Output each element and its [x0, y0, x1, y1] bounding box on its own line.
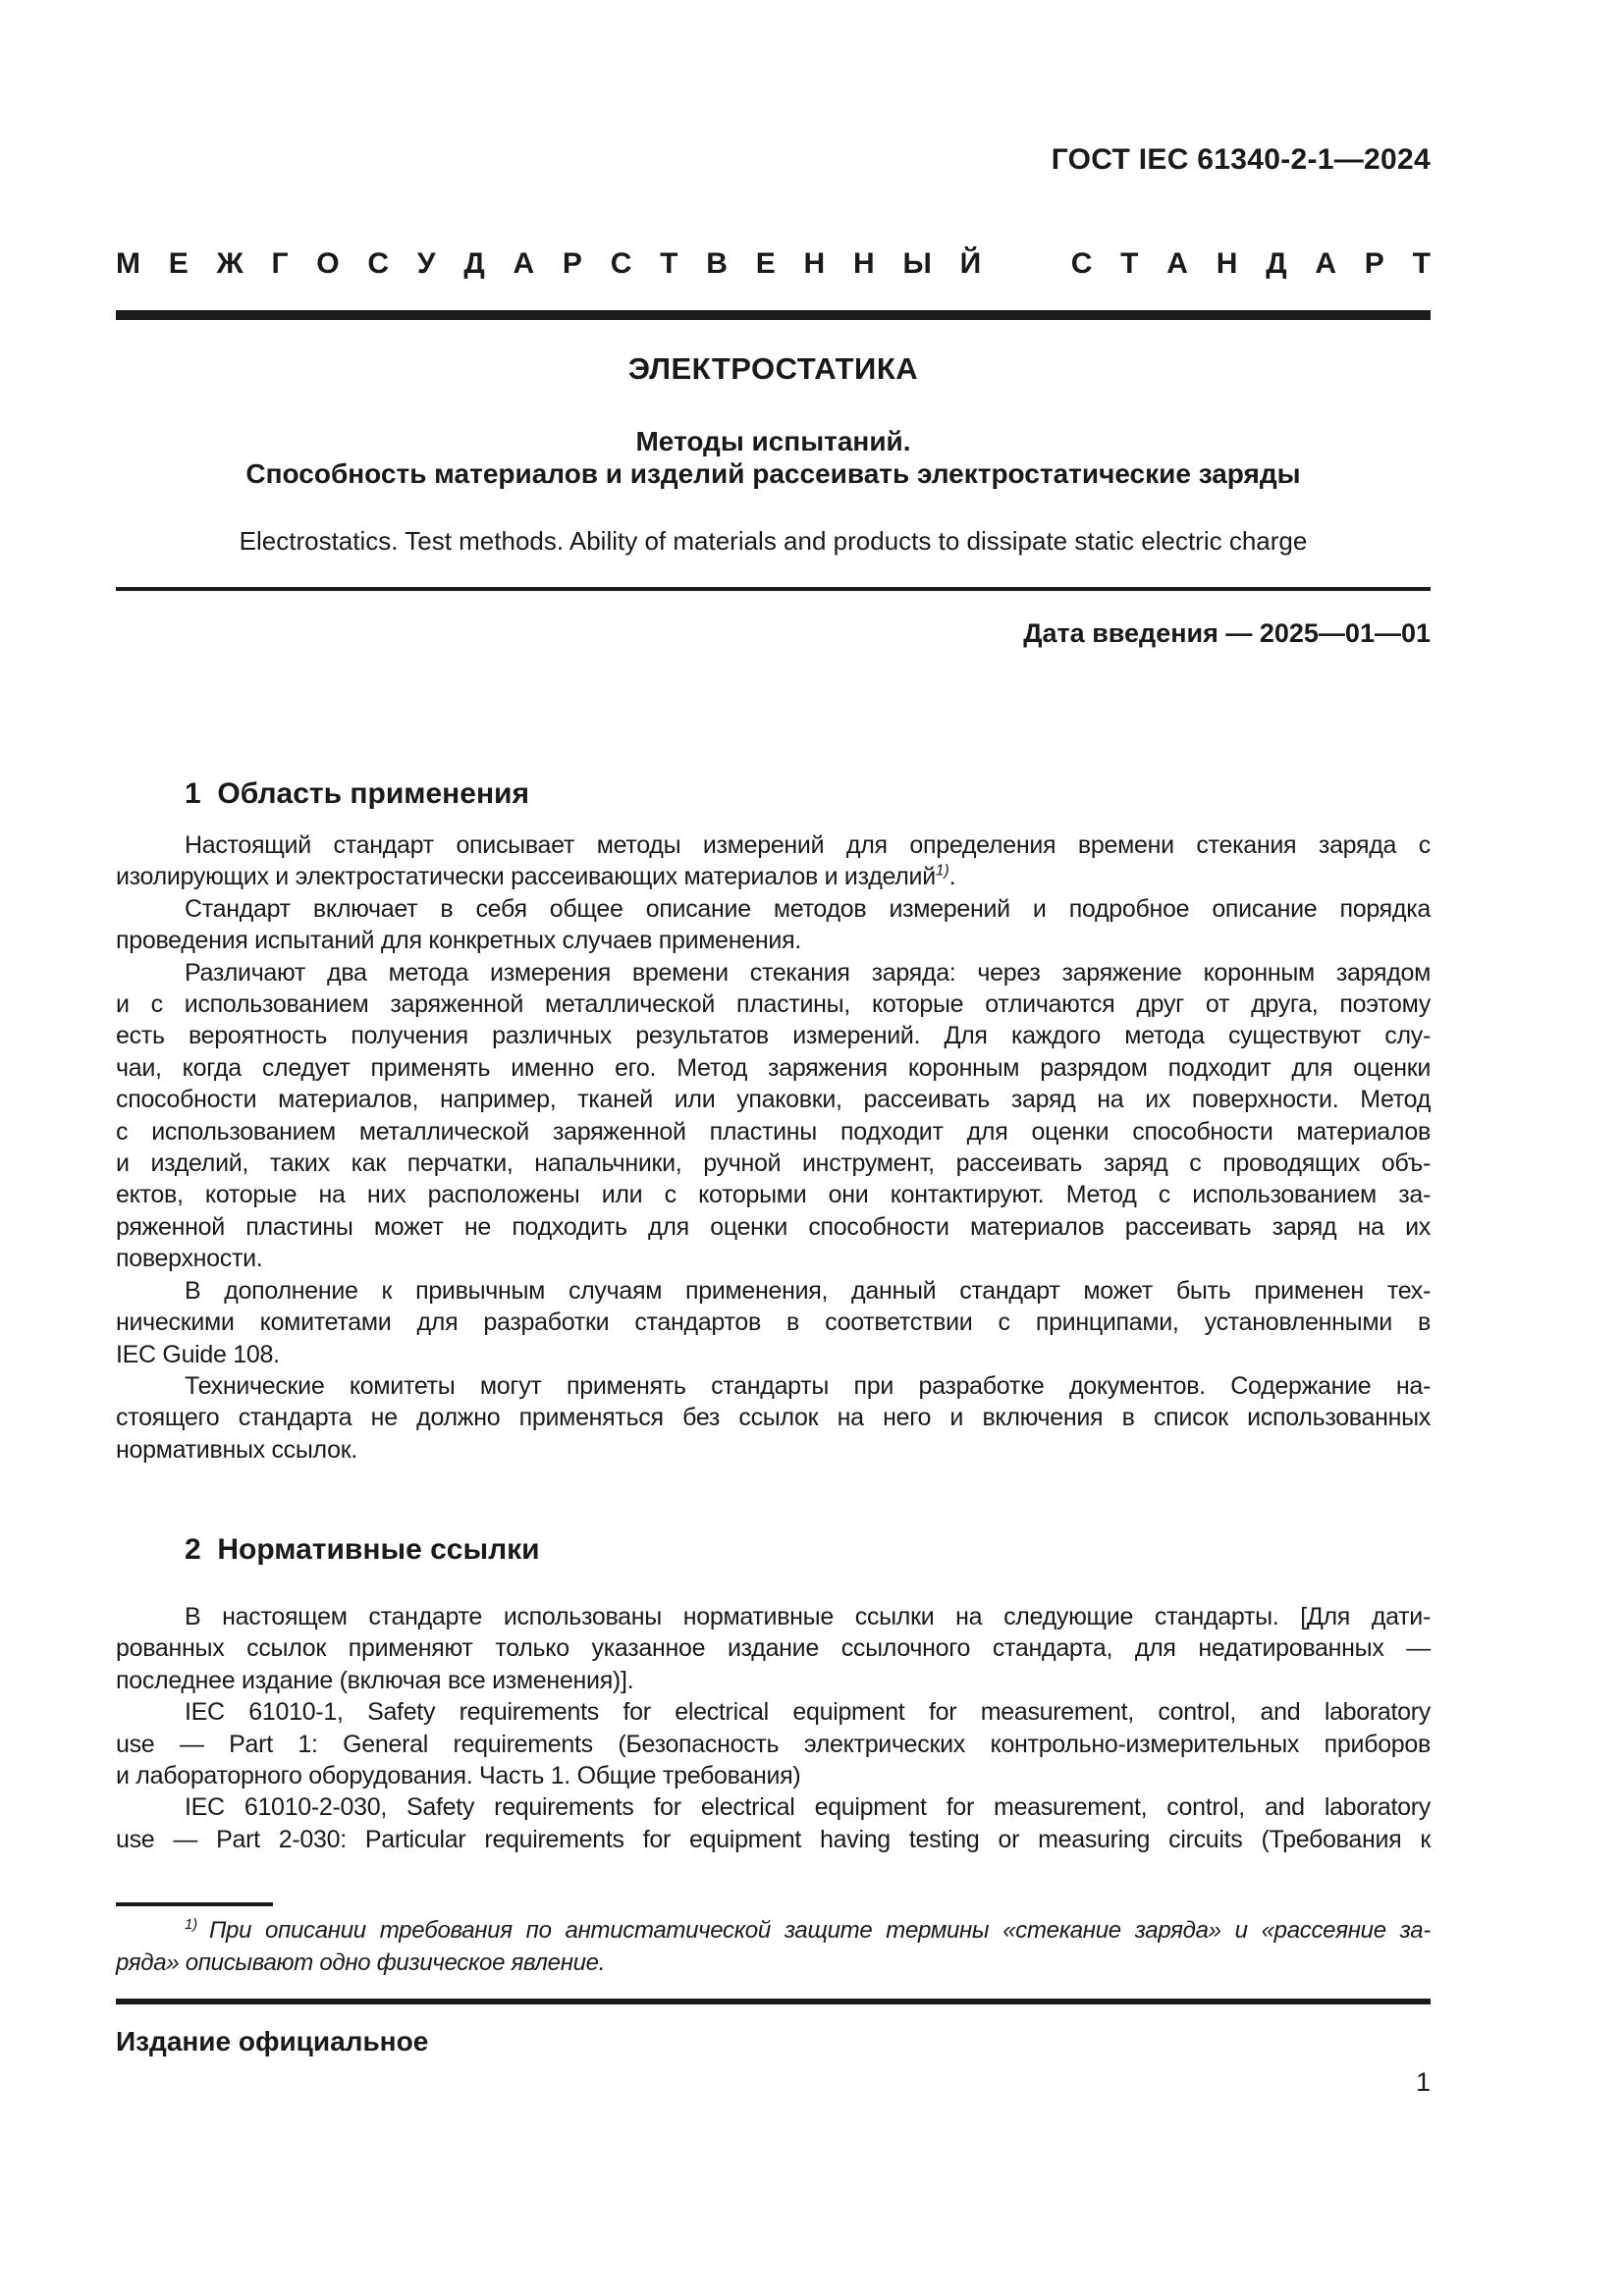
standard-type-band: М Е Ж Г О С У Д А Р С Т В Е Н Н Ы Й С Т А Н Д А Р Т [116, 247, 1431, 280]
paragraph: В дополнение к привычным случаям применения, данный стандарт может быть применен тех- ническими комитетами для разработки стандартов в соответствии с принципами, установленными в IEC Guide 108. [116, 1276, 1431, 1368]
footnote-separator [116, 1902, 273, 1906]
paragraph: Технические комитеты могут применять стандарты при разработке документов. Содержание на- стоящего стандарта не должно применяться без ссылок на него и включения в список использованных нормативных ссылок. [116, 1371, 1431, 1464]
divider-rule [116, 587, 1431, 591]
paragraph: $^{1)}$ При описании требования по антистатической защите термины «стекание заряда» и «рассеяние за- ряда» описывают одно физическое явление. [116, 1917, 1432, 1976]
section-scope [116, 777, 1431, 1466]
subtitle-line-2: Способность материалов и изделий рассеивать электростатические заряды [245, 458, 1301, 489]
footnote [116, 1914, 1431, 1979]
edition-note: Издание официальное [116, 2026, 429, 2056]
page-number: 1 [1415, 2067, 1431, 2097]
paragraph: В настоящем стандарте использованы нормативные ссылки на следующие стандарты. [Для дати- рованных ссылок применяют только указанное издание ссылочного стандарта, для недатированных — последнее издание (включая все изменения)]. [116, 1603, 1431, 1694]
section-2-heading: 2 Нормативные ссылки [185, 1533, 540, 1566]
doc-code-header: ГОСТ IEC 61340-2-1—2024 [1051, 143, 1431, 176]
paragraph: IEC 61010-1, Safety requirements for electrical equipment for measurement, control, and laboratory use — Part 1: General requirements (Безопасность электрических контрольно-измерительных приборов и лабораторного оборудования. Часть 1. Общие требования) [116, 1698, 1431, 1790]
divider-bar-bottom [116, 1999, 1431, 2004]
section-1-body [116, 829, 1431, 1466]
paragraph: IEC 61010-2-030, Safety requirements for electrical equipment for measurement, control, and laboratory use — Part 2-030: Particular requirements for equipment having testing or measuring circuits (Требования к [116, 1793, 1431, 1853]
divider-bar-top [116, 310, 1431, 320]
title-english: Electrostatics. Test methods. Ability of materials and products to dissipate static electric charge [239, 526, 1308, 556]
paragraph: Различают два метода измерения времени стекания заряда: через заряжение коронным зарядом и с использованием заряженной металлической пластины, которые отличаются друг от друга, поэтому есть вероятность получения различных результатов измерений. Для каждого метода существуют слу- чаи, когда следует применять именно его. Метод заряжения коронным разрядом подходит для оценки способности материалов, например, тканей или упаковки, рассеивать заряд на их поверхности. Метод с использованием металлической заряженной пластины подходит для оценки способности материалов и изделий, таких как перчатки, напальчники, ручной инструмент, рассеивать заряд с проводящих объ- ектов, которые на них расположены или с которыми они контактируют. Метод с использованием за- ряженной пластины может не подходить для оценки способности материалов рассеивать заряд на их поверхности. [116, 958, 1431, 1273]
title-russian: ЭЛЕКТРОСТАТИКА [627, 351, 919, 386]
section-2-body [116, 1601, 1431, 1855]
section-normative-references [116, 1533, 1431, 1855]
paragraph: Настоящий стандарт описывает методы измерений для определения времени стекания заряда с изолирующих и электростатически рассеивающих материалов и изделий$^{1)}$. [116, 831, 1431, 891]
paragraph: Стандарт включает в себя общее описание методов измерений и подробное описание порядка проведения испытаний для конкретных случаев применения. [116, 894, 1431, 955]
effective-date: Дата введения — 2025—01—01 [1023, 618, 1431, 648]
section-1-heading: 1 Область применения [185, 777, 530, 810]
subtitle-line-1: Методы испытаний. [635, 426, 911, 456]
